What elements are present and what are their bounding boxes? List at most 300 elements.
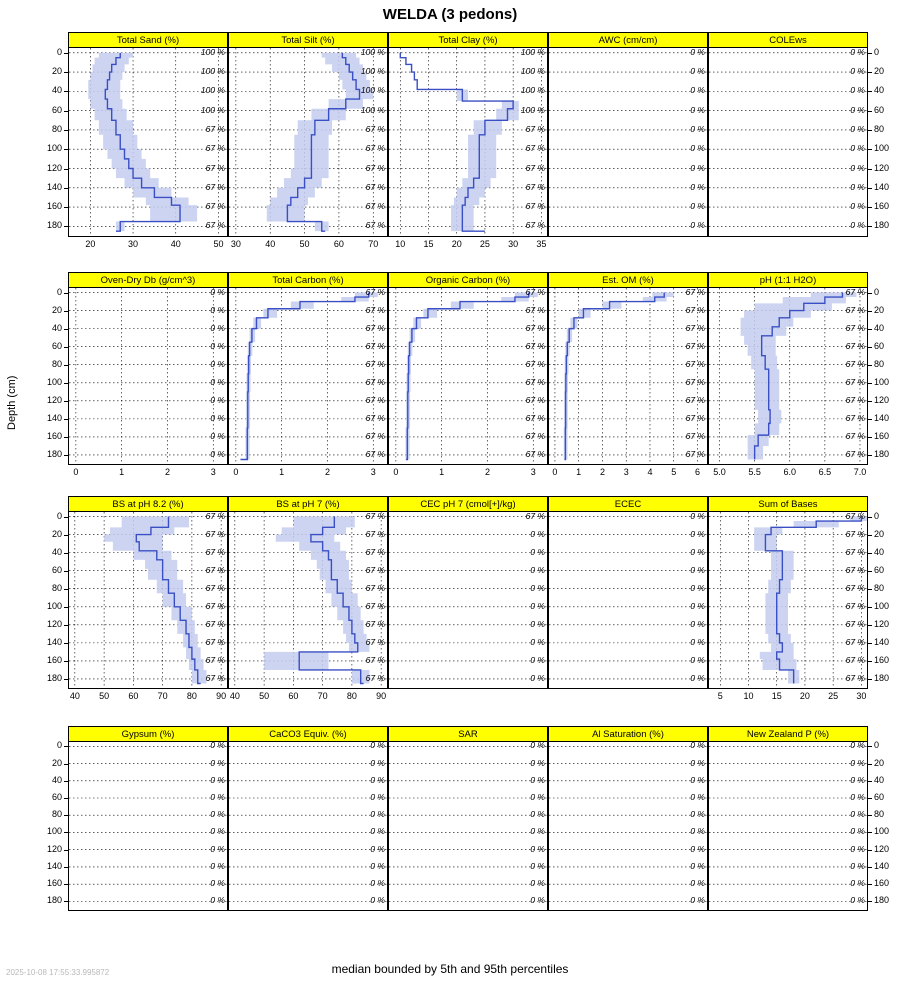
depth-tick-label-left: 100 bbox=[46, 376, 62, 387]
contributing-pct-label: 67 % bbox=[365, 376, 385, 387]
contributing-pct-label: 0 % bbox=[210, 895, 225, 906]
depth-tick-label-left: 160 bbox=[46, 878, 62, 889]
contributing-pct-label: 0 % bbox=[210, 394, 225, 405]
contributing-pct-label: 67 % bbox=[845, 358, 865, 369]
contributing-pct-label: 0 % bbox=[530, 618, 545, 629]
contributing-pct-label: 0 % bbox=[690, 809, 705, 820]
chart-panel bbox=[388, 496, 548, 689]
x-tick-label: 30 bbox=[230, 239, 241, 249]
contributing-pct-label: 67 % bbox=[365, 181, 385, 192]
panel-title-strip bbox=[709, 727, 867, 742]
contributing-pct-label: 0 % bbox=[690, 618, 705, 629]
panel-title-strip bbox=[389, 33, 547, 48]
contributing-pct-label: 0 % bbox=[530, 878, 545, 889]
contributing-pct-label: 67 % bbox=[845, 636, 865, 647]
panel-title: Total Silt (%) bbox=[281, 35, 335, 46]
contributing-pct-label: 67 % bbox=[685, 340, 705, 351]
x-tick-label: 15 bbox=[423, 239, 434, 249]
tick-mark bbox=[868, 149, 872, 150]
depth-tick-label-right: 20 bbox=[874, 757, 885, 768]
panel-title-strip bbox=[389, 727, 547, 742]
contributing-pct-label: 67 % bbox=[205, 654, 225, 665]
contributing-pct-label: 0 % bbox=[690, 878, 705, 889]
depth-tick-label-right: 120 bbox=[874, 618, 890, 629]
contributing-pct-label: 0 % bbox=[530, 757, 545, 768]
contributing-pct-label: 0 % bbox=[690, 860, 705, 871]
contributing-pct-label: 67 % bbox=[365, 412, 385, 423]
contributing-pct-label: 0 % bbox=[370, 895, 385, 906]
tick-mark bbox=[868, 91, 872, 92]
contributing-pct-label: 67 % bbox=[525, 340, 545, 351]
depth-tick-label-left: 60 bbox=[51, 564, 62, 575]
plot-area bbox=[69, 48, 227, 236]
contributing-pct-label: 67 % bbox=[525, 288, 545, 297]
plot-area bbox=[229, 48, 387, 236]
depth-tick-label-left: 120 bbox=[46, 162, 62, 173]
contributing-pct-label: 67 % bbox=[685, 430, 705, 441]
tick-mark bbox=[868, 401, 872, 402]
x-tick-label: 1 bbox=[279, 467, 285, 477]
depth-tick-label-right: 60 bbox=[874, 792, 885, 802]
contributing-pct-label: 67 % bbox=[845, 654, 865, 665]
chart-panel bbox=[68, 496, 228, 689]
x-tick-label: 1 bbox=[119, 467, 125, 477]
x-tick-label: 1 bbox=[439, 467, 445, 477]
depth-tick-label-right: 140 bbox=[874, 181, 890, 192]
plot-area bbox=[549, 742, 707, 910]
x-tick-label: 30 bbox=[508, 239, 519, 249]
plot-area bbox=[549, 48, 707, 236]
contributing-pct-label: 0 % bbox=[210, 809, 225, 820]
chart-panel bbox=[228, 32, 388, 237]
contributing-pct-label: 0 % bbox=[850, 220, 865, 231]
panel-title-strip bbox=[69, 273, 227, 288]
contributing-pct-label: 0 % bbox=[210, 304, 225, 315]
depth-tick-label-left: 80 bbox=[51, 809, 62, 820]
contributing-pct-label: 0 % bbox=[690, 181, 705, 192]
contributing-pct-label: 0 % bbox=[690, 85, 705, 96]
contributing-pct-label: 67 % bbox=[365, 143, 385, 154]
depth-tick-label-right: 100 bbox=[874, 376, 890, 387]
contributing-pct-label: 67 % bbox=[845, 512, 865, 521]
tick-mark bbox=[64, 850, 68, 851]
contributing-pct-label: 67 % bbox=[525, 412, 545, 423]
y-axis-label: Depth (cm) bbox=[6, 375, 18, 430]
contributing-pct-label: 100 % bbox=[200, 48, 225, 57]
contributing-pct-label: 0 % bbox=[850, 843, 865, 854]
tick-mark bbox=[868, 815, 872, 816]
panel-title: Est. OM (%) bbox=[602, 275, 654, 286]
contributing-pct-label: 0 % bbox=[850, 895, 865, 906]
tick-mark bbox=[868, 383, 872, 384]
panel-title-strip bbox=[389, 497, 547, 512]
contributing-pct-label: 0 % bbox=[210, 843, 225, 854]
contributing-pct-label: 0 % bbox=[690, 48, 705, 57]
tick-mark bbox=[64, 679, 68, 680]
contributing-pct-label: 67 % bbox=[845, 448, 865, 459]
contributing-pct-label: 67 % bbox=[365, 304, 385, 315]
depth-tick-label-left: 160 bbox=[46, 201, 62, 212]
contributing-pct-label: 0 % bbox=[530, 792, 545, 802]
contributing-pct-label: 0 % bbox=[690, 895, 705, 906]
contributing-pct-label: 0 % bbox=[210, 742, 225, 751]
depth-tick-label-right: 120 bbox=[874, 843, 890, 854]
contributing-pct-label: 0 % bbox=[690, 220, 705, 231]
plot-area bbox=[229, 512, 387, 688]
x-tick-label: 6.0 bbox=[783, 467, 796, 477]
tick-mark bbox=[64, 293, 68, 294]
contributing-pct-label: 67 % bbox=[685, 288, 705, 297]
contributing-pct-label: 67 % bbox=[525, 376, 545, 387]
tick-mark bbox=[64, 149, 68, 150]
contributing-pct-label: 0 % bbox=[850, 826, 865, 837]
x-tick-label: 3 bbox=[623, 467, 629, 477]
depth-tick-label-left: 80 bbox=[51, 582, 62, 593]
panel-title: BS at pH 8.2 (%) bbox=[112, 499, 184, 510]
tick-mark bbox=[868, 293, 872, 294]
tick-mark bbox=[64, 661, 68, 662]
plot-area bbox=[69, 288, 227, 464]
x-tick-label: 3 bbox=[530, 467, 536, 477]
x-tick-label: 2 bbox=[164, 467, 170, 477]
x-tick-label: 5.0 bbox=[713, 467, 726, 477]
plot-area bbox=[229, 288, 387, 464]
plot-area bbox=[389, 742, 547, 910]
chart-panel bbox=[548, 32, 708, 237]
contributing-pct-label: 100 % bbox=[360, 104, 385, 115]
contributing-pct-label: 0 % bbox=[690, 792, 705, 802]
contributing-pct-label: 67 % bbox=[205, 618, 225, 629]
tick-mark bbox=[64, 884, 68, 885]
contributing-pct-label: 0 % bbox=[370, 826, 385, 837]
depth-tick-label-right: 80 bbox=[874, 809, 885, 820]
panel-title-strip bbox=[549, 33, 707, 48]
contributing-pct-label: 100 % bbox=[360, 85, 385, 96]
page-title: WELDA (3 pedons) bbox=[382, 6, 518, 23]
depth-tick-label-right: 40 bbox=[874, 85, 885, 96]
tick-mark bbox=[64, 72, 68, 73]
x-tick-label: 25 bbox=[828, 691, 839, 701]
contributing-pct-label: 67 % bbox=[845, 546, 865, 557]
x-tick-label: 40 bbox=[229, 691, 240, 701]
contributing-pct-label: 100 % bbox=[520, 48, 545, 57]
depth-tick-label-right: 140 bbox=[874, 412, 890, 423]
depth-tick-label-left: 40 bbox=[51, 546, 62, 557]
contributing-pct-label: 67 % bbox=[685, 304, 705, 315]
contributing-pct-label: 67 % bbox=[685, 448, 705, 459]
tick-mark bbox=[868, 901, 872, 902]
tick-mark bbox=[868, 53, 872, 54]
tick-mark bbox=[868, 884, 872, 885]
x-tick-label: 1 bbox=[576, 467, 582, 477]
contributing-pct-label: 0 % bbox=[690, 564, 705, 575]
contributing-pct-label: 67 % bbox=[365, 394, 385, 405]
tick-mark bbox=[868, 130, 872, 131]
contributing-pct-label: 0 % bbox=[850, 162, 865, 173]
x-tick-label: 4 bbox=[647, 467, 653, 477]
tick-mark bbox=[64, 798, 68, 799]
contributing-pct-label: 100 % bbox=[360, 66, 385, 77]
figure-caption: median bounded by 5th and 95th percentiles bbox=[331, 962, 569, 976]
x-tick-label: 10 bbox=[395, 239, 406, 249]
depth-tick-label-right: 60 bbox=[874, 340, 885, 351]
contributing-pct-label: 67 % bbox=[205, 546, 225, 557]
tick-mark bbox=[868, 679, 872, 680]
tick-mark bbox=[868, 188, 872, 189]
tick-mark bbox=[868, 437, 872, 438]
tick-mark bbox=[64, 643, 68, 644]
x-tick-label: 35 bbox=[536, 239, 547, 249]
contributing-pct-label: 0 % bbox=[530, 843, 545, 854]
x-tick-label: 50 bbox=[259, 691, 270, 701]
panel-title: Total Sand (%) bbox=[116, 35, 180, 46]
contributing-pct-label: 0 % bbox=[210, 358, 225, 369]
contributing-pct-label: 67 % bbox=[525, 394, 545, 405]
tick-mark bbox=[868, 764, 872, 765]
tick-mark bbox=[868, 589, 872, 590]
chart-panel bbox=[708, 32, 868, 237]
contributing-pct-label: 0 % bbox=[210, 340, 225, 351]
chart-panel bbox=[548, 726, 708, 911]
plot-area bbox=[389, 288, 547, 464]
panel-title: Total Carbon (%) bbox=[272, 275, 344, 286]
contributing-pct-label: 67 % bbox=[365, 201, 385, 212]
chart-panel bbox=[388, 726, 548, 911]
contributing-pct-label: 67 % bbox=[525, 448, 545, 459]
contributing-pct-label: 67 % bbox=[365, 564, 385, 575]
contributing-pct-label: 67 % bbox=[685, 394, 705, 405]
contributing-pct-label: 67 % bbox=[845, 304, 865, 315]
tick-mark bbox=[868, 365, 872, 366]
contributing-pct-label: 0 % bbox=[530, 600, 545, 611]
depth-tick-label-left: 180 bbox=[46, 448, 62, 459]
tick-mark bbox=[868, 311, 872, 312]
x-tick-label: 3 bbox=[210, 467, 216, 477]
contributing-pct-label: 0 % bbox=[850, 792, 865, 802]
contributing-pct-label: 0 % bbox=[690, 66, 705, 77]
x-tick-label: 40 bbox=[265, 239, 276, 249]
contributing-pct-label: 67 % bbox=[845, 322, 865, 333]
contributing-pct-label: 0 % bbox=[530, 654, 545, 665]
depth-tick-label-left: 60 bbox=[51, 792, 62, 802]
panel-title-strip bbox=[389, 273, 547, 288]
contributing-pct-label: 0 % bbox=[850, 860, 865, 871]
tick-mark bbox=[64, 517, 68, 518]
contributing-pct-label: 100 % bbox=[200, 104, 225, 115]
x-tick-label: 20 bbox=[85, 239, 96, 249]
contributing-pct-label: 67 % bbox=[845, 340, 865, 351]
contributing-pct-label: 67 % bbox=[845, 600, 865, 611]
panel-title-strip bbox=[229, 497, 387, 512]
contributing-pct-label: 0 % bbox=[370, 809, 385, 820]
contributing-pct-label: 0 % bbox=[530, 826, 545, 837]
contributing-pct-label: 0 % bbox=[210, 288, 225, 297]
contributing-pct-label: 0 % bbox=[690, 742, 705, 751]
panel-title-strip bbox=[549, 497, 707, 512]
tick-mark bbox=[64, 311, 68, 312]
depth-tick-label-left: 0 bbox=[56, 46, 62, 57]
contributing-pct-label: 0 % bbox=[530, 860, 545, 871]
x-tick-label: 20 bbox=[799, 691, 810, 701]
contributing-pct-label: 67 % bbox=[525, 304, 545, 315]
x-tick-label: 50 bbox=[299, 239, 310, 249]
plot-area bbox=[389, 512, 547, 688]
plot-area bbox=[549, 288, 707, 464]
tick-mark bbox=[64, 901, 68, 902]
contributing-pct-label: 0 % bbox=[530, 809, 545, 820]
contributing-pct-label: 67 % bbox=[525, 512, 545, 521]
x-tick-label: 2 bbox=[324, 467, 330, 477]
tick-mark bbox=[64, 867, 68, 868]
contributing-pct-label: 67 % bbox=[205, 512, 225, 521]
contributing-pct-label: 0 % bbox=[850, 143, 865, 154]
panel-title-strip bbox=[229, 727, 387, 742]
panel-title-strip bbox=[69, 33, 227, 48]
tick-mark bbox=[868, 347, 872, 348]
panel-title-strip bbox=[229, 33, 387, 48]
depth-tick-label-left: 0 bbox=[56, 510, 62, 521]
tick-mark bbox=[64, 437, 68, 438]
contributing-pct-label: 67 % bbox=[205, 636, 225, 647]
contributing-pct-label: 0 % bbox=[850, 48, 865, 57]
depth-tick-label-right: 140 bbox=[874, 860, 890, 871]
contributing-pct-label: 0 % bbox=[690, 774, 705, 785]
panel-title: Oven-Dry Db (g/cm^3) bbox=[100, 275, 196, 286]
contributing-pct-label: 0 % bbox=[850, 774, 865, 785]
contributing-pct-label: 67 % bbox=[205, 123, 225, 134]
panel-title: ECEC bbox=[614, 499, 642, 510]
depth-tick-label-right: 120 bbox=[874, 394, 890, 405]
tick-mark bbox=[868, 535, 872, 536]
depth-tick-label-left: 80 bbox=[51, 358, 62, 369]
contributing-pct-label: 0 % bbox=[210, 792, 225, 802]
depth-tick-label-left: 0 bbox=[56, 740, 62, 751]
tick-mark bbox=[64, 91, 68, 92]
contributing-pct-label: 67 % bbox=[525, 430, 545, 441]
contributing-pct-label: 0 % bbox=[690, 654, 705, 665]
contributing-pct-label: 0 % bbox=[530, 774, 545, 785]
depth-tick-label-left: 40 bbox=[51, 85, 62, 96]
depth-tick-label-right: 20 bbox=[874, 66, 885, 77]
contributing-pct-label: 0 % bbox=[690, 546, 705, 557]
tick-mark bbox=[64, 111, 68, 112]
depth-tick-label-right: 20 bbox=[874, 304, 885, 315]
depth-tick-label-left: 20 bbox=[51, 66, 62, 77]
x-tick-label: 50 bbox=[99, 691, 110, 701]
x-tick-label: 0 bbox=[73, 467, 79, 477]
tick-mark bbox=[64, 781, 68, 782]
depth-tick-label-left: 80 bbox=[51, 123, 62, 134]
panel-title: Gypsum (%) bbox=[121, 729, 175, 740]
contributing-pct-label: 0 % bbox=[850, 123, 865, 134]
tick-mark bbox=[64, 365, 68, 366]
depth-tick-label-left: 160 bbox=[46, 654, 62, 665]
panel-title: CEC pH 7 (cmol[+]/kg) bbox=[420, 499, 516, 510]
panel-title: Organic Carbon (%) bbox=[425, 275, 511, 286]
tick-mark bbox=[868, 867, 872, 868]
contributing-pct-label: 0 % bbox=[530, 564, 545, 575]
depth-tick-label-right: 160 bbox=[874, 201, 890, 212]
x-tick-label: 80 bbox=[346, 691, 357, 701]
tick-mark bbox=[64, 571, 68, 572]
contributing-pct-label: 67 % bbox=[205, 201, 225, 212]
contributing-pct-label: 0 % bbox=[210, 757, 225, 768]
depth-tick-label-right: 60 bbox=[874, 564, 885, 575]
plot-area bbox=[229, 742, 387, 910]
depth-tick-label-right: 180 bbox=[874, 895, 890, 906]
chart-panel bbox=[548, 272, 708, 465]
depth-tick-label-left: 20 bbox=[51, 304, 62, 315]
chart-panel bbox=[228, 272, 388, 465]
contributing-pct-label: 67 % bbox=[685, 358, 705, 369]
tick-mark bbox=[64, 169, 68, 170]
x-tick-label: 5.5 bbox=[748, 467, 761, 477]
depth-tick-label-left: 20 bbox=[51, 528, 62, 539]
contributing-pct-label: 0 % bbox=[530, 895, 545, 906]
x-tick-label: 70 bbox=[317, 691, 328, 701]
x-tick-label: 2 bbox=[484, 467, 490, 477]
chart-panel bbox=[68, 32, 228, 237]
chart-panel bbox=[548, 496, 708, 689]
panel-title-strip bbox=[709, 33, 867, 48]
plot-area bbox=[709, 48, 867, 236]
contributing-pct-label: 67 % bbox=[365, 340, 385, 351]
contributing-pct-label: 67 % bbox=[525, 181, 545, 192]
contributing-pct-label: 67 % bbox=[525, 358, 545, 369]
panel-title: COLEws bbox=[769, 35, 807, 46]
tick-mark bbox=[868, 607, 872, 608]
depth-tick-label-right: 20 bbox=[874, 528, 885, 539]
contributing-pct-label: 67 % bbox=[525, 143, 545, 154]
contributing-pct-label: 67 % bbox=[845, 430, 865, 441]
x-tick-label: 50 bbox=[213, 239, 224, 249]
contributing-pct-label: 0 % bbox=[530, 672, 545, 683]
tick-mark bbox=[868, 661, 872, 662]
plot-area bbox=[709, 512, 867, 688]
x-tick-label: 60 bbox=[288, 691, 299, 701]
contributing-pct-label: 0 % bbox=[370, 792, 385, 802]
depth-tick-label-right: 40 bbox=[874, 322, 885, 333]
depth-tick-label-right: 100 bbox=[874, 600, 890, 611]
contributing-pct-label: 0 % bbox=[690, 201, 705, 212]
plot-area bbox=[69, 742, 227, 910]
x-tick-label: 20 bbox=[451, 239, 462, 249]
tick-mark bbox=[64, 401, 68, 402]
contributing-pct-label: 67 % bbox=[365, 600, 385, 611]
plot-area bbox=[389, 48, 547, 236]
depth-tick-label-left: 140 bbox=[46, 412, 62, 423]
contributing-pct-label: 0 % bbox=[850, 809, 865, 820]
plot-area bbox=[69, 512, 227, 688]
chart-panel bbox=[388, 272, 548, 465]
contributing-pct-label: 67 % bbox=[525, 322, 545, 333]
chart-panel bbox=[708, 496, 868, 689]
contributing-pct-label: 67 % bbox=[365, 618, 385, 629]
tick-mark bbox=[868, 798, 872, 799]
contributing-pct-label: 67 % bbox=[365, 528, 385, 539]
x-tick-label: 90 bbox=[216, 691, 227, 701]
tick-mark bbox=[64, 553, 68, 554]
contributing-pct-label: 0 % bbox=[370, 774, 385, 785]
contributing-pct-label: 0 % bbox=[530, 582, 545, 593]
contributing-pct-label: 0 % bbox=[210, 448, 225, 459]
contributing-pct-label: 67 % bbox=[365, 448, 385, 459]
depth-tick-label-right: 40 bbox=[874, 774, 885, 785]
contributing-pct-label: 67 % bbox=[205, 600, 225, 611]
x-tick-label: 30 bbox=[856, 691, 867, 701]
tick-mark bbox=[868, 226, 872, 227]
contributing-pct-label: 0 % bbox=[850, 757, 865, 768]
